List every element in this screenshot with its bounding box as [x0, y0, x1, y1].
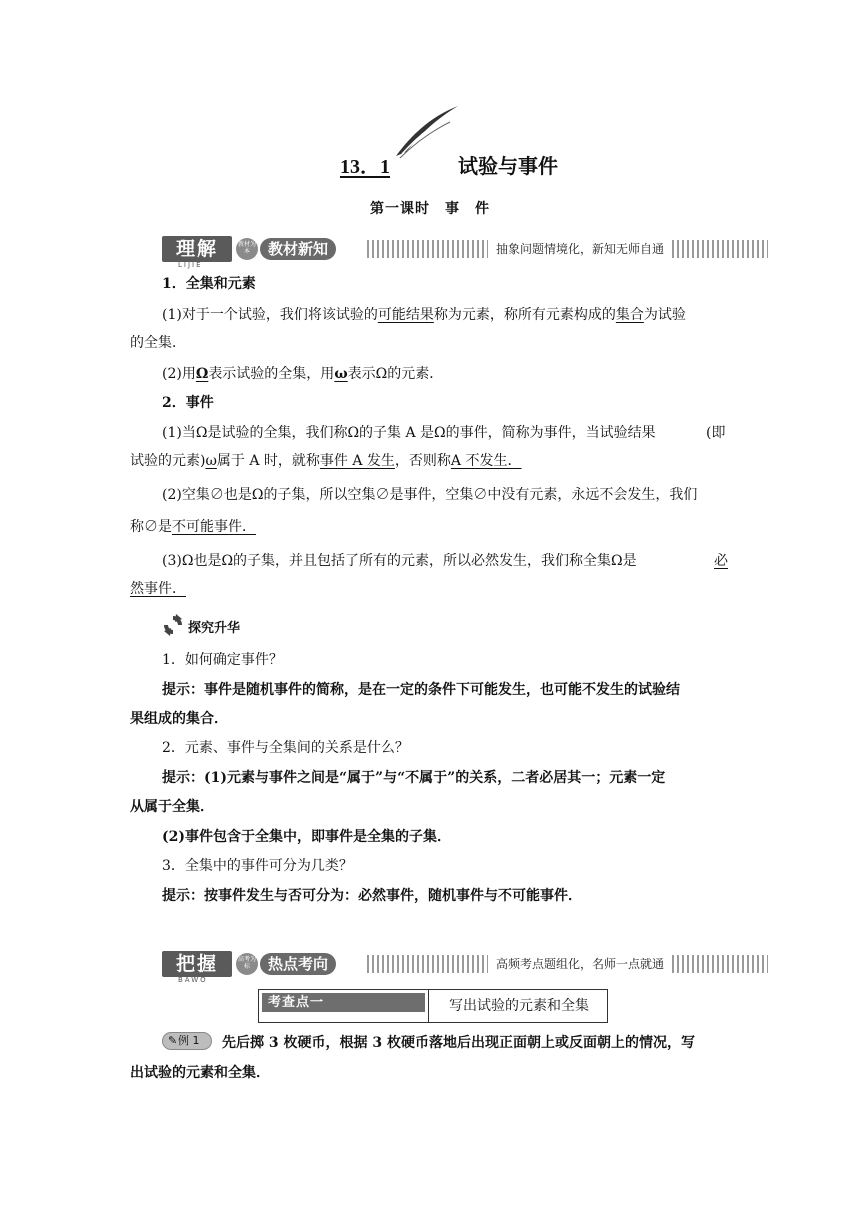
keypoint-tag: 考查点一 [262, 993, 425, 1012]
question-1: 1．如何确定事件？ [162, 652, 283, 668]
text: ，否则称 [394, 453, 451, 469]
banner-main-label: 理解 [162, 236, 232, 262]
text: 称为元素，称所有元素构成的 [433, 307, 616, 323]
paragraph-5-line-1-end: 必 [714, 553, 728, 569]
underlined-term: ω [334, 366, 348, 382]
paragraph-4-line-2 [130, 517, 256, 537]
paragraph-4-line-1: (2)空集∅也是Ω的子集，所以空集∅是事件，空集∅中没有元素，永远不会发生，我们 [162, 487, 698, 503]
heading-universe: 1．全集和元素 [162, 276, 256, 292]
text: 为试验 [643, 307, 686, 323]
banner-master [162, 951, 768, 984]
answer-3: 提示：按事件发生与否可分为：必然事件，随机事件与不可能事件． [162, 888, 582, 904]
underlined-term: Ω [195, 366, 209, 382]
example-line-1: 先后掷 3 枚硬币，根据 3 枚硬币落地后出现正面朝上或反面朝上的情况，写 [222, 1035, 695, 1051]
paragraph-3-line-1: (1)当Ω是试验的全集，我们称Ω的子集 A 是Ω的事件，简称为事件，当试验结果 [162, 425, 656, 441]
underlined-term: ω [205, 453, 217, 469]
lesson-title: 第一课时 事 件 [370, 201, 490, 217]
text: 属于 A 时，就称 [216, 453, 320, 469]
explore-label: 探究升华 [188, 621, 241, 636]
heading-event: 2．事件 [162, 395, 214, 411]
paragraph-3-line-2 [130, 451, 521, 471]
paragraph-5-line-1: (3)Ω也是Ω的子集，并且包括了所有的元素，所以必然发生，我们称全集Ω是 [162, 553, 637, 569]
underlined-term: A 不发生． [450, 453, 522, 469]
banner-pinyin: LIJIE [178, 261, 203, 269]
paragraph-3-line-1-end: (即 [706, 425, 726, 441]
feather-logo [392, 104, 462, 160]
section-title: 试验与事件 [458, 154, 558, 178]
refresh-arrows-icon [162, 614, 184, 636]
paragraph-1-line-2: 的全集． [130, 335, 186, 351]
banner-circle-label: 教材为本 [236, 238, 258, 260]
text: 称∅是 [130, 519, 172, 535]
keypoint-title: 写出试验的元素和全集 [449, 998, 589, 1014]
answer-2-line-2: 从属于全集． [130, 799, 214, 815]
underlined-term: 事件 A 发生 [319, 453, 395, 469]
text: 表示Ω的元素． [347, 366, 444, 382]
answer-1-line-1: 提示：事件是随机事件的简称，是在一定的条件下可能发生，也可能不发生的试验结 [162, 682, 680, 698]
banner-sub-label: 教材新知 [260, 238, 336, 260]
paragraph-1-line-1 [162, 305, 686, 325]
text: 试验的元素) [130, 453, 206, 469]
paragraph-2 [162, 364, 443, 384]
banner-circle-label: 高考为标 [236, 953, 258, 975]
text: (2)用 [162, 366, 196, 382]
section-number: 13．1 [340, 156, 390, 178]
banner-sub-label: 热点考向 [260, 953, 336, 975]
example-line-2: 出试验的元素和全集． [130, 1065, 270, 1081]
underlined-term: 可能结果 [377, 307, 434, 323]
banner-slogan: 高频考点题组化，名师一点就通 [488, 955, 672, 973]
question-2: 2．元素、事件与全集间的关系是什么？ [162, 740, 409, 756]
answer-1-line-2: 果组成的集合． [130, 711, 228, 727]
keypoint-box [258, 989, 608, 1023]
underlined-term: 集合 [615, 307, 644, 323]
answer-2-line-3: (2)事件包含于全集中，即事件是全集的子集． [162, 829, 451, 845]
question-3: 3．全集中的事件可分为几类？ [162, 858, 353, 874]
text: 表示试验的全集，用 [208, 366, 335, 382]
banner-understand [162, 236, 768, 269]
banner-pinyin: BAWO [178, 976, 208, 984]
banner-main-label: 把握 [162, 951, 232, 977]
underlined-term: 不可能事件． [172, 519, 256, 535]
text: (1)对于一个试验，我们将该试验的 [162, 307, 378, 323]
pencil-icon: ✎ [168, 1034, 178, 1047]
answer-2-line-1: 提示：(1)元素与事件之间是“属于”与“不属于”的关系，二者必居其一；元素一定 [162, 770, 666, 786]
keypoint-tag-cell [259, 990, 429, 1022]
example-badge [162, 1032, 212, 1050]
paragraph-5-line-2: 然事件． [130, 581, 186, 597]
example-badge-label: 例 1 [178, 1034, 200, 1047]
banner-slogan: 抽象问题情境化，新知无师自通 [488, 240, 672, 258]
